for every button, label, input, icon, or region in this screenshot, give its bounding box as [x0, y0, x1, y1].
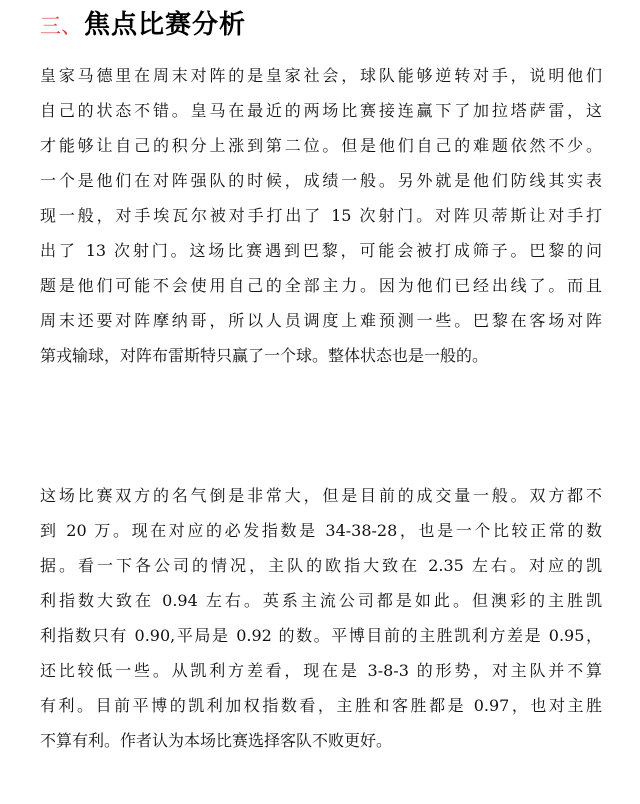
- paragraph-odds-analysis: [40, 478, 602, 758]
- paragraph-line: 周末还要对阵摩纳哥，所以人员调度上难预测一些。巴黎在客场对阵: [40, 311, 602, 330]
- paragraph-line: 不算有利。作者认为本场比赛选择客队不败更好。: [40, 731, 393, 750]
- paragraph-line: 利指数只有 0.90,平局是 0.92 的数。平博目前的主胜凯利方差是 0.95，: [40, 626, 602, 645]
- paragraph-line: 有利。目前平博的凯利加权指数看，主胜和客胜都是 0.97，也对主胜: [40, 696, 602, 715]
- paragraph-line: 出了 13 次射门。这场比赛遇到巴黎，可能会被打成筛子。巴黎的问: [40, 241, 602, 260]
- section-number: 三、: [40, 14, 82, 38]
- section-heading: [40, 4, 246, 40]
- paragraph-line: 皇家马德里在周末对阵的是皇家社会，球队能够逆转对手，说明他们: [40, 66, 602, 85]
- paragraph-team-analysis: [40, 58, 602, 373]
- paragraph-line: 自己的状态不错。皇马在最近的两场比赛接连赢下了加拉塔萨雷，这: [40, 101, 602, 120]
- paragraph-line: 还比较低一些。从凯利方差看，现在是 3-8-3 的形势，对主队并不算: [40, 661, 602, 680]
- paragraph-line: 现一般，对手埃瓦尔被对手打出了 15 次射门。对阵贝蒂斯让对手打: [40, 206, 602, 225]
- paragraph-line: 才能够让自己的积分上涨到第二位。但是他们自己的难题依然不少。: [40, 136, 602, 155]
- section-title: 焦点比赛分析: [84, 10, 247, 40]
- paragraph-line: 这场比赛双方的名气倒是非常大，但是目前的成交量一般。双方都不: [40, 486, 602, 505]
- paragraph-line: 到 20 万。现在对应的必发指数是 34-38-28，也是一个比较正常的数: [40, 521, 602, 540]
- paragraph-line: 题是他们可能不会使用自己的全部主力。因为他们已经出线了。而且: [40, 276, 602, 295]
- paragraph-line: 据。看一下各公司的情况，主队的欧指大致在 2.35 左右。对应的凯: [40, 556, 602, 575]
- paragraph-line: 第戎输球，对阵布雷斯特只赢了一个球。整体状态也是一般的。: [40, 346, 489, 365]
- paragraph-line: 利指数大致在 0.94 左右。英系主流公司都是如此。但澳彩的主胜凯: [40, 591, 602, 610]
- paragraph-line: 一个是他们在对阵强队的时候，成绩一般。另外就是他们防线其实表: [40, 171, 602, 190]
